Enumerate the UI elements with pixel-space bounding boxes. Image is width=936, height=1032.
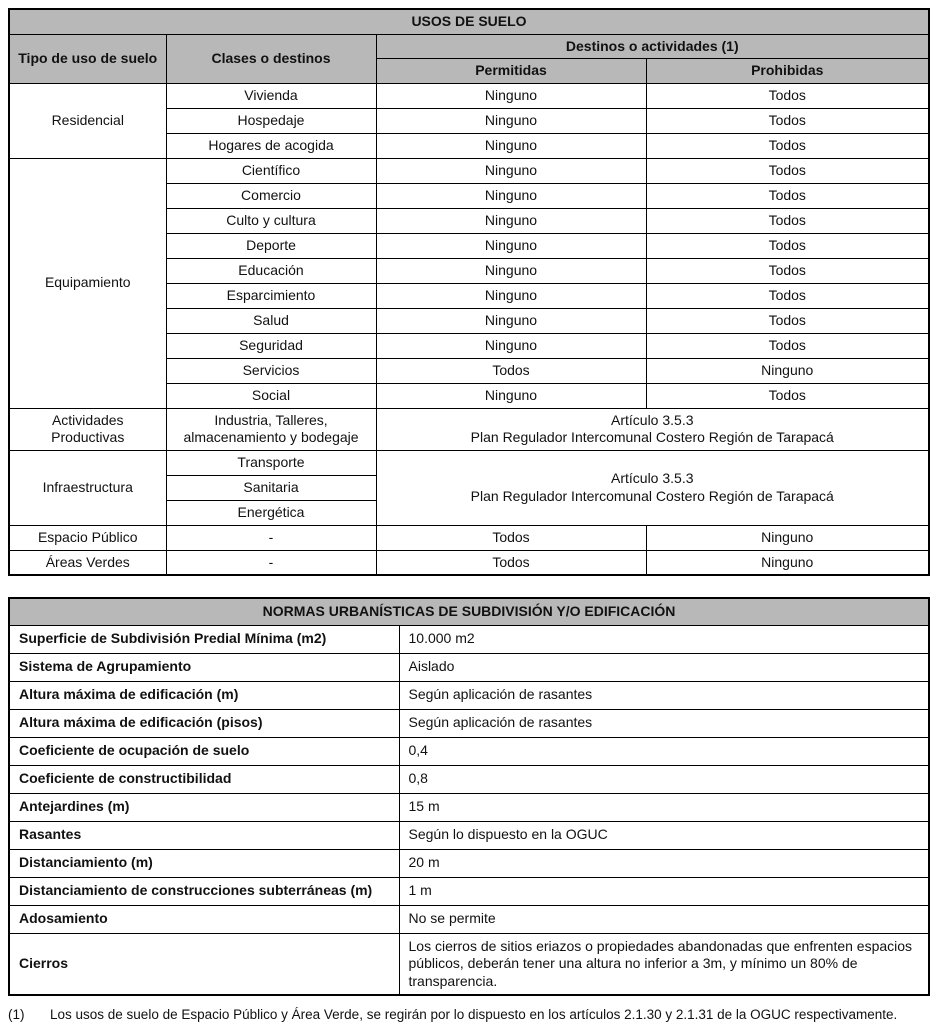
table-row [9,821,929,849]
permitidas-cell: Ninguno [376,133,646,158]
usos-de-suelo-table [8,8,930,576]
clase-destino-cell: Energética [166,500,376,525]
table-row [9,737,929,765]
clase-destino-cell: Hospedaje [166,108,376,133]
norma-label-cell: Cierros [9,933,399,995]
clase-destino-cell: - [166,550,376,575]
clase-destino-cell: Hogares de acogida [166,133,376,158]
norma-label-cell: Coeficiente de constructibilidad [9,765,399,793]
clase-destino-cell: Científico [166,158,376,183]
col-header-clases-destinos: Clases o destinos [166,34,376,83]
table-row [9,933,929,995]
norma-label-cell: Distanciamiento de construcciones subterráneas (m) [9,877,399,905]
norma-label-cell: Superficie de Subdivisión Predial Mínima (m2) [9,625,399,653]
normas-table-title: NORMAS URBANÍSTICAS DE SUBDIVISIÓN Y/O EDIFICACIÓN [9,598,929,625]
clase-destino-cell: - [166,525,376,550]
permitidas-cell: Ninguno [376,183,646,208]
clase-destino-cell: Esparcimiento [166,283,376,308]
table-row [9,408,929,450]
table-row [9,653,929,681]
norma-value-cell: No se permite [399,905,929,933]
prohibidas-cell: Todos [646,208,929,233]
norma-value-cell: Según aplicación de rasantes [399,709,929,737]
clase-destino-cell: Social [166,383,376,408]
table-row [9,158,929,183]
col-header-prohibidas: Prohibidas [646,59,929,84]
prohibidas-cell: Todos [646,233,929,258]
usos-table-title: USOS DE SUELO [9,9,929,34]
table-row [9,905,929,933]
prohibidas-cell: Todos [646,158,929,183]
prohibidas-cell: Todos [646,133,929,158]
clase-destino-cell: Salud [166,308,376,333]
table-row [9,849,929,877]
norma-value-cell: 10.000 m2 [399,625,929,653]
table-row [9,877,929,905]
norma-label-cell: Coeficiente de ocupación de suelo [9,737,399,765]
norma-value-cell: Aislado [399,653,929,681]
prohibidas-cell: Todos [646,383,929,408]
table-row [9,525,929,550]
norma-label-cell: Altura máxima de edificación (m) [9,681,399,709]
permitidas-cell: Ninguno [376,383,646,408]
permitidas-cell: Ninguno [376,208,646,233]
tipo-uso-cell: Áreas Verdes [9,550,166,575]
clase-destino-cell: Deporte [166,233,376,258]
clase-destino-cell: Vivienda [166,83,376,108]
norma-value-cell: Los cierros de sitios eriazos o propiedades abandonadas que enfrenten espacios públicos, deberán tener una altura no inferior a 3m, y mínimo un 80% de transparencia. [399,933,929,995]
norma-value-cell: 1 m [399,877,929,905]
table-row [9,681,929,709]
permitidas-cell: Todos [376,525,646,550]
prohibidas-cell: Todos [646,83,929,108]
col-header-destinos-actividades: Destinos o actividades (1) [376,34,929,59]
norma-label-cell: Sistema de Agrupamiento [9,653,399,681]
tipo-uso-cell: Actividades Productivas [9,408,166,450]
prohibidas-cell: Todos [646,283,929,308]
footnote-marker: (1) [8,1007,25,1022]
clase-destino-cell: Servicios [166,358,376,383]
permitidas-cell: Ninguno [376,158,646,183]
footnote-text: Los usos de suelo de Espacio Público y Área Verde, se regirán por lo dispuesto en los artículos 2.1.30 y 2.1.31 de la OGUC respectivamente. [50,1007,898,1022]
norma-label-cell: Adosamiento [9,905,399,933]
permitidas-cell: Ninguno [376,233,646,258]
articulo-reference-cell: Artículo 3.5.3 Plan Regulador Intercomunal Costero Región de Tarapacá [376,450,929,525]
norma-label-cell: Rasantes [9,821,399,849]
clase-destino-cell: Sanitaria [166,475,376,500]
table-row [9,450,929,475]
clase-destino-cell: Transporte [166,450,376,475]
norma-value-cell: 0,8 [399,765,929,793]
prohibidas-cell: Todos [646,258,929,283]
permitidas-cell: Ninguno [376,108,646,133]
norma-label-cell: Distanciamiento (m) [9,849,399,877]
prohibidas-cell: Todos [646,183,929,208]
prohibidas-cell: Ninguno [646,525,929,550]
articulo-reference-cell: Artículo 3.5.3 Plan Regulador Intercomunal Costero Región de Tarapacá [376,408,929,450]
prohibidas-cell: Todos [646,308,929,333]
normas-urbanisticas-table [8,597,930,996]
clase-destino-cell: Seguridad [166,333,376,358]
table-row [9,793,929,821]
permitidas-cell: Todos [376,550,646,575]
table-row [9,550,929,575]
table-row [9,34,929,59]
tipo-uso-cell: Espacio Público [9,525,166,550]
col-header-tipo-uso: Tipo de uso de suelo [9,34,166,83]
norma-value-cell: Según aplicación de rasantes [399,681,929,709]
permitidas-cell: Ninguno [376,308,646,333]
prohibidas-cell: Todos [646,108,929,133]
tipo-uso-cell: Equipamiento [9,158,166,408]
permitidas-cell: Ninguno [376,333,646,358]
table-row [9,709,929,737]
tipo-uso-cell: Residencial [9,83,166,158]
clase-destino-cell: Culto y cultura [166,208,376,233]
prohibidas-cell: Ninguno [646,358,929,383]
table-row [9,625,929,653]
permitidas-cell: Ninguno [376,83,646,108]
prohibidas-cell: Todos [646,333,929,358]
table-row [9,9,929,34]
clase-destino-cell: Industria, Talleres, almacenamiento y bodegaje [166,408,376,450]
table-row [9,83,929,108]
permitidas-cell: Ninguno [376,283,646,308]
norma-label-cell: Altura máxima de edificación (pisos) [9,709,399,737]
permitidas-cell: Todos [376,358,646,383]
tipo-uso-cell: Infraestructura [9,450,166,525]
clase-destino-cell: Educación [166,258,376,283]
norma-value-cell: 0,4 [399,737,929,765]
norma-label-cell: Antejardines (m) [9,793,399,821]
col-header-permitidas: Permitidas [376,59,646,84]
footnote [8,1007,928,1022]
table-row [9,598,929,625]
permitidas-cell: Ninguno [376,258,646,283]
norma-value-cell: 20 m [399,849,929,877]
table-row [9,765,929,793]
prohibidas-cell: Ninguno [646,550,929,575]
clase-destino-cell: Comercio [166,183,376,208]
norma-value-cell: Según lo dispuesto en la OGUC [399,821,929,849]
norma-value-cell: 15 m [399,793,929,821]
